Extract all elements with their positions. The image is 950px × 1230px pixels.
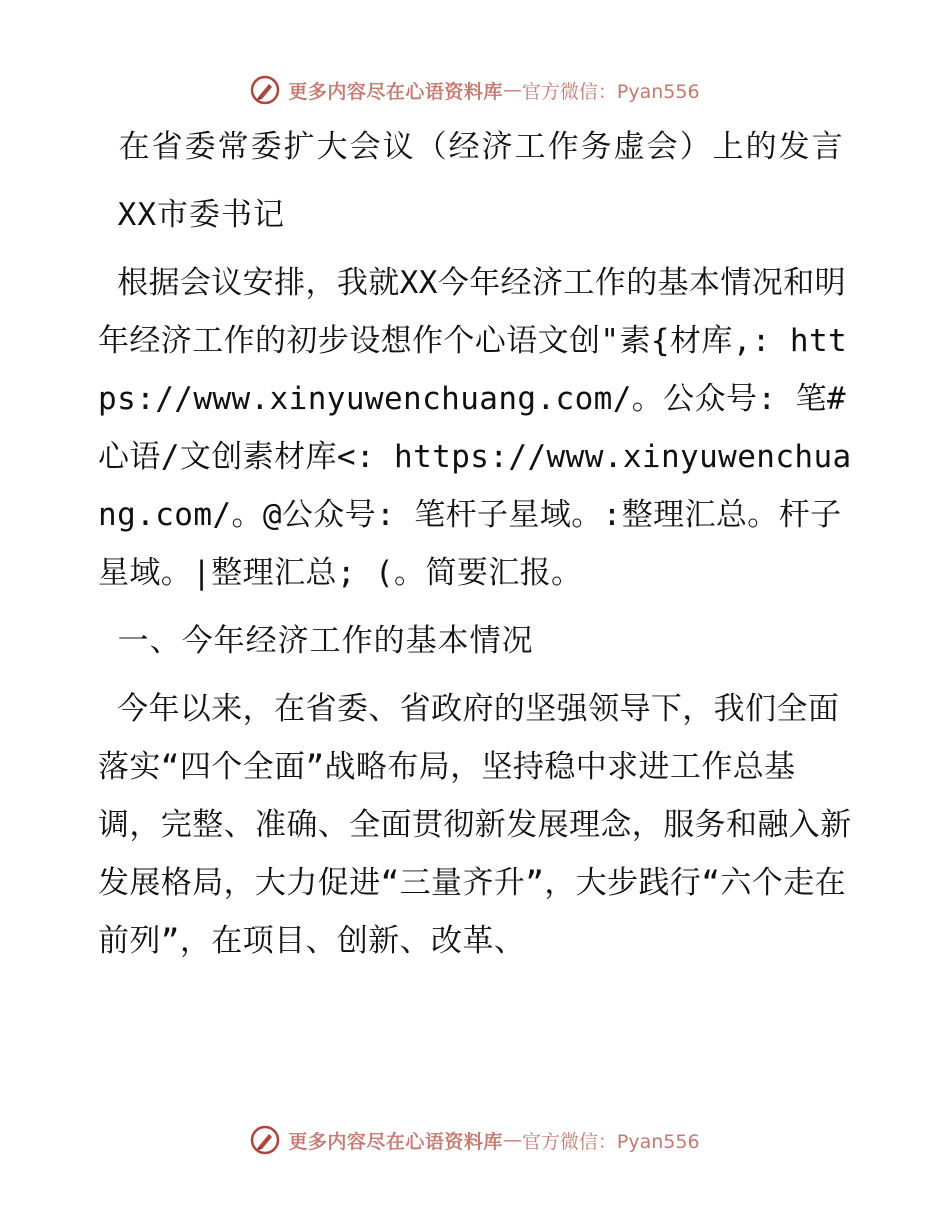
red-pen-icon [250, 1125, 280, 1155]
document-author: XX市委书记 [98, 197, 285, 233]
watermark-site-text: 更多内容尽在心语资料库 [288, 80, 503, 103]
watermark-wechat-text: 官方微信：Pyan556 [521, 80, 700, 103]
watermark-separator: — [502, 79, 522, 101]
watermark-wechat-text: 官方微信：Pyan556 [521, 1130, 700, 1153]
document-title: 在省委常委扩大会议（经济工作务虚会）上的发言 [98, 129, 845, 165]
footer-watermark-banner [0, 1120, 950, 1160]
watermark-separator: — [502, 1129, 522, 1151]
intro-paragraph: 根据会议安排，我就XX今年经济工作的基本情况和明年经济工作的初步设想作个心语文创"素{材库,: https://www.xinyuwenchuang.com/。公众号: 笔#心语/文创素材库<: https://www.xinyuwenchuang.com/。@公众号: 笔杆子星域。:整理汇总。杆子星域。|整理汇总; (。简要汇报。 [98, 265, 852, 591]
watermark-site-text: 更多内容尽在心语资料库 [288, 1130, 503, 1153]
section-one-paragraph: 今年以来，在省委、省政府的坚强领导下，我们全面落实“四个全面”战略布局，坚持稳中求进工作总基调，完整、准确、全面贯彻新发展理念，服务和融入新发展格局，大力促进“三量齐升”，大步践行“六个走在前列”，在项目、创新、改革、 [98, 691, 852, 959]
section-one-heading: 一、今年经济工作的基本情况 [98, 623, 534, 659]
header-watermark-banner [0, 70, 950, 110]
document-body [98, 118, 858, 980]
red-pen-icon [250, 75, 280, 105]
